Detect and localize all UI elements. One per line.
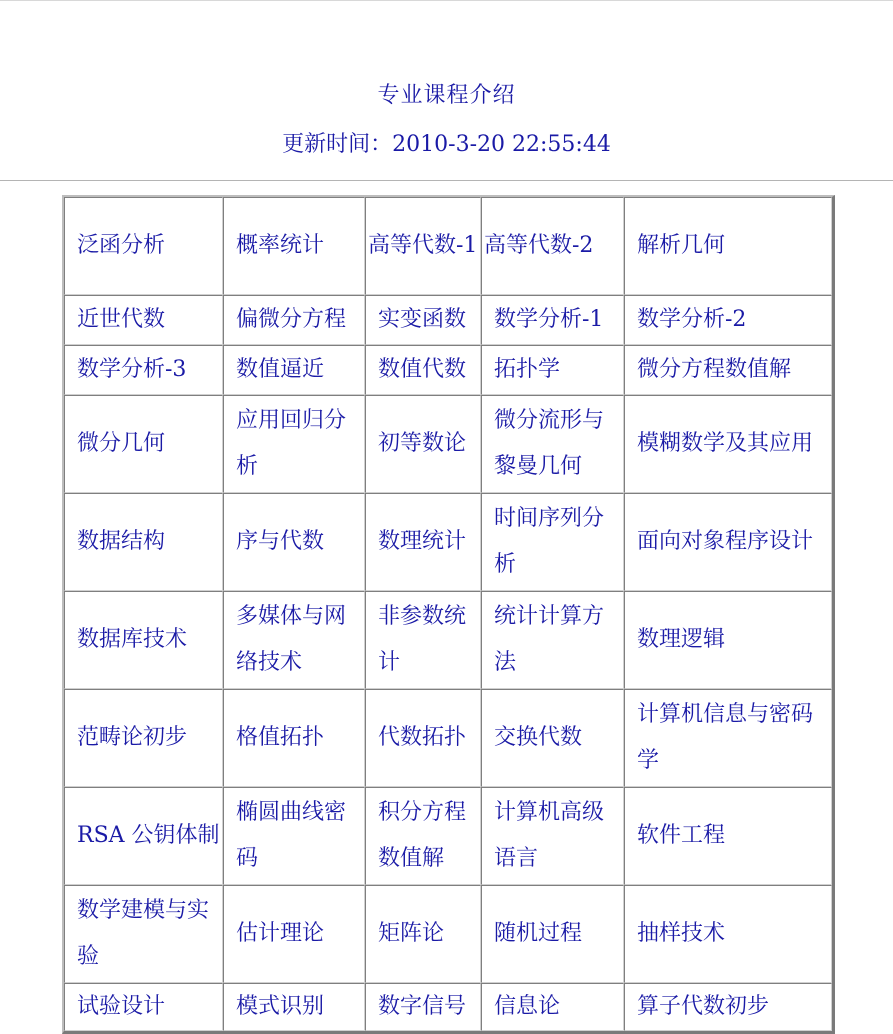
table-row xyxy=(64,295,832,345)
course-cell: 数值逼近 xyxy=(223,345,365,395)
course-cell: 时间序列分析 xyxy=(481,493,624,591)
course-cell: 高等代数-1 xyxy=(365,197,481,295)
course-cell: 抽样技术 xyxy=(624,885,832,983)
course-cell: 估计理论 xyxy=(223,885,365,983)
table-row xyxy=(64,591,832,689)
table-row xyxy=(64,689,832,787)
table-row xyxy=(64,885,832,983)
course-cell: 实变函数 xyxy=(365,295,481,345)
course-cell: 非参数统计 xyxy=(365,591,481,689)
table-row xyxy=(64,493,832,591)
course-cell: 数据结构 xyxy=(64,493,223,591)
course-cell: 高等代数-2 xyxy=(481,197,624,295)
course-cell: 数字信号 xyxy=(365,983,481,1031)
course-cell: 数理逻辑 xyxy=(624,591,832,689)
course-cell: 泛函分析 xyxy=(64,197,223,295)
course-cell: 算子代数初步 xyxy=(624,983,832,1031)
table-row xyxy=(64,787,832,885)
page-title: 专业课程介绍 xyxy=(377,83,516,108)
course-cell: 微分几何 xyxy=(64,395,223,493)
course-cell: 椭圆曲线密码 xyxy=(223,787,365,885)
course-cell: 序与代数 xyxy=(223,493,365,591)
course-cell: 数学分析-1 xyxy=(481,295,624,345)
course-cell: 概率统计 xyxy=(223,197,365,295)
course-cell: 计算机高级语言 xyxy=(481,787,624,885)
course-table xyxy=(62,195,835,1034)
course-cell: 代数拓扑 xyxy=(365,689,481,787)
course-cell: 拓扑学 xyxy=(481,345,624,395)
table-row xyxy=(64,345,832,395)
course-cell: 偏微分方程 xyxy=(223,295,365,345)
course-cell: 微分流形与黎曼几何 xyxy=(481,395,624,493)
course-cell: 统计计算方法 xyxy=(481,591,624,689)
course-cell: 多媒体与网络技术 xyxy=(223,591,365,689)
course-cell: 计算机信息与密码学 xyxy=(624,689,832,787)
course-cell: 矩阵论 xyxy=(365,885,481,983)
table-row xyxy=(64,197,832,295)
top-border xyxy=(0,0,893,1)
course-cell: 范畴论初步 xyxy=(64,689,223,787)
update-time: 更新时间：2010-3-20 22:55:44 xyxy=(282,132,611,157)
course-cell: 数据库技术 xyxy=(64,591,223,689)
course-cell: 微分方程数值解 xyxy=(624,345,832,395)
course-cell: RSA 公钥体制 xyxy=(64,787,223,885)
course-cell: 数学建模与实验 xyxy=(64,885,223,983)
course-cell: 随机过程 xyxy=(481,885,624,983)
course-cell: 信息论 xyxy=(481,983,624,1031)
course-cell: 数值代数 xyxy=(365,345,481,395)
course-cell: 面向对象程序设计 xyxy=(624,493,832,591)
course-cell: 初等数论 xyxy=(365,395,481,493)
course-cell: 模式识别 xyxy=(223,983,365,1031)
course-cell: 软件工程 xyxy=(624,787,832,885)
table-row xyxy=(64,983,832,1031)
course-cell: 解析几何 xyxy=(624,197,832,295)
course-cell: 模糊数学及其应用 xyxy=(624,395,832,493)
course-cell: 近世代数 xyxy=(64,295,223,345)
course-cell: 交换代数 xyxy=(481,689,624,787)
course-cell: 数理统计 xyxy=(365,493,481,591)
course-cell: 数学分析-3 xyxy=(64,345,223,395)
table-row xyxy=(64,395,832,493)
course-cell: 积分方程数值解 xyxy=(365,787,481,885)
course-cell: 试验设计 xyxy=(64,983,223,1031)
header-divider xyxy=(0,180,893,181)
course-cell: 数学分析-2 xyxy=(624,295,832,345)
course-cell: 应用回归分析 xyxy=(223,395,365,493)
course-cell: 格值拓扑 xyxy=(223,689,365,787)
